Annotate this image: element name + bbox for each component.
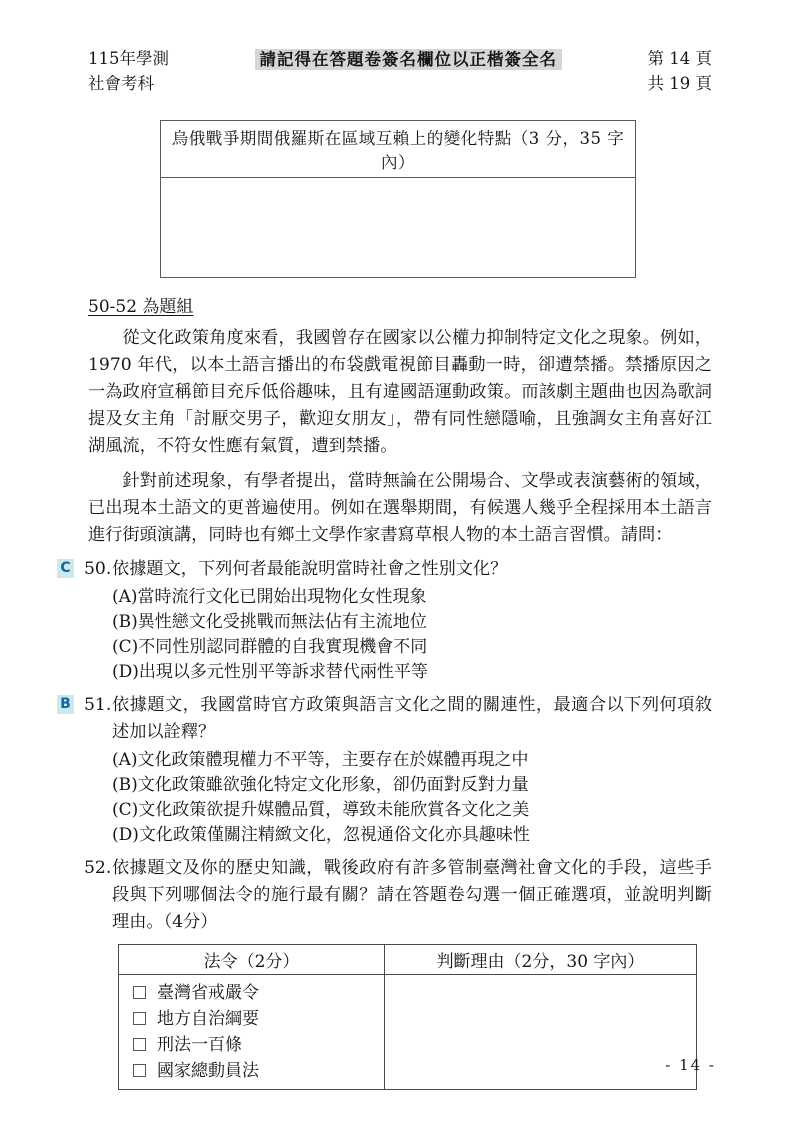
question-group-heading: 50-52 為題組 <box>88 297 194 317</box>
page-header <box>88 46 712 96</box>
law-option-label: 臺灣省戒嚴令 <box>157 983 259 1003</box>
question-50 <box>60 556 712 685</box>
answer-box-writing-area <box>161 178 635 277</box>
signature-notice: 請記得在答題卷簽名欄位以正楷簽全名 <box>255 49 563 70</box>
question-52 <box>84 855 712 1090</box>
law-option-row <box>133 1058 384 1084</box>
page-indicator: 第 14 頁 <box>647 49 712 68</box>
option-a: (A)當時流行文化已開始出現物化女性現象 <box>112 587 427 607</box>
answer-box <box>160 120 636 278</box>
law-option-label: 刑法一百條 <box>157 1035 242 1055</box>
option-c: (C)不同性別認同群體的自我實現機會不同 <box>112 637 428 657</box>
reason-column-header: 判斷理由（2分，30 字內） <box>385 945 697 975</box>
answer-box-title: 烏俄戰爭期間俄羅斯在區域互賴上的變化特點（3 分，35 字內） <box>161 121 635 178</box>
answer-marker: C <box>57 559 74 578</box>
law-column-header: 法令（2分） <box>119 945 385 975</box>
subject-name: 社會考科 <box>88 74 154 93</box>
header-center <box>255 46 563 72</box>
option-d: (D)出現以多元性別平等訴求替代兩性平等 <box>112 662 428 682</box>
checkbox-icon[interactable] <box>133 1064 146 1077</box>
footer-page-number: - 14 - <box>665 1056 716 1074</box>
question-stem: 依據題文，下列何者最能說明當時社會之性別文化？ <box>112 559 508 579</box>
exam-title: 115年學測 <box>88 49 169 68</box>
law-option-row <box>133 980 384 1006</box>
law-table <box>118 944 697 1090</box>
option-b: (B)異性戀文化受挑戰而無法佔有主流地位 <box>112 612 427 632</box>
checkbox-icon[interactable] <box>133 1038 146 1051</box>
option-a: (A)文化政策體現權力不平等，主要存在於媒體再現之中 <box>112 750 529 770</box>
answer-marker: B <box>57 695 74 714</box>
passage-paragraph-1: 從文化政策角度來看，我國曾存在國家以公權力抑制特定文化之現象。例如，1970 年代，以本土語言播出的布袋戲電視節目轟動一時，卻遭禁播。禁播原因之一為政府宣稱節目充斥低俗趣味，且有違國語運動政策。而該劇主題曲也因為歌詞提及女主角「討厭交男子，歡迎女朋友」，帶有同性戀隱喻，且強調女主角喜好江湖風流，不符女性應有氣質，遭到禁播。 <box>88 328 712 456</box>
law-option-label: 國家總動員法 <box>157 1061 259 1081</box>
passage-paragraph-2: 針對前述現象，有學者提出，當時無論在公開場合、文學或表演藝術的領域，已出現本土語文的更普遍使用。例如在選舉期間，有候選人幾乎全程採用本土語言進行街頭演講，同時也有鄉土文學作家書寫草根人物的本土語言習慣。請問： <box>88 471 712 545</box>
total-pages: 共 19 頁 <box>647 74 712 93</box>
question-51 <box>60 692 712 848</box>
header-left <box>88 46 169 96</box>
question-number: 51. <box>84 695 112 715</box>
question-number: 52. <box>84 858 112 878</box>
question-stem: 依據題文及你的歷史知識，戰後政府有許多管制臺灣社會文化的手段，這些手段與下列哪個法令的施行最有關？請在答題卷勾選一個正確選項，並說明判斷理由。（4分） <box>112 858 712 932</box>
question-number: 50. <box>84 559 112 579</box>
option-b: (B)文化政策雖欲強化特定文化形象，卻仍面對反對力量 <box>112 775 529 795</box>
question-stem: 依據題文，我國當時官方政策與語言文化之間的關連性，最適合以下列何項敘述加以詮釋？ <box>112 695 712 742</box>
law-option-row <box>133 1032 384 1058</box>
header-right <box>648 46 713 96</box>
law-options-cell <box>119 975 385 1090</box>
option-c: (C)文化政策欲提升媒體品質，導致未能欣賞各文化之美 <box>112 800 530 820</box>
question-51-options <box>84 748 712 848</box>
law-option-row <box>133 1006 384 1032</box>
option-d: (D)文化政策僅關注精緻文化，忽視通俗文化亦具趣味性 <box>112 825 530 845</box>
reason-writing-area <box>385 975 697 1090</box>
question-50-options <box>84 585 712 685</box>
law-option-label: 地方自治綱要 <box>157 1009 259 1029</box>
checkbox-icon[interactable] <box>133 1012 146 1025</box>
checkbox-icon[interactable] <box>133 986 146 999</box>
